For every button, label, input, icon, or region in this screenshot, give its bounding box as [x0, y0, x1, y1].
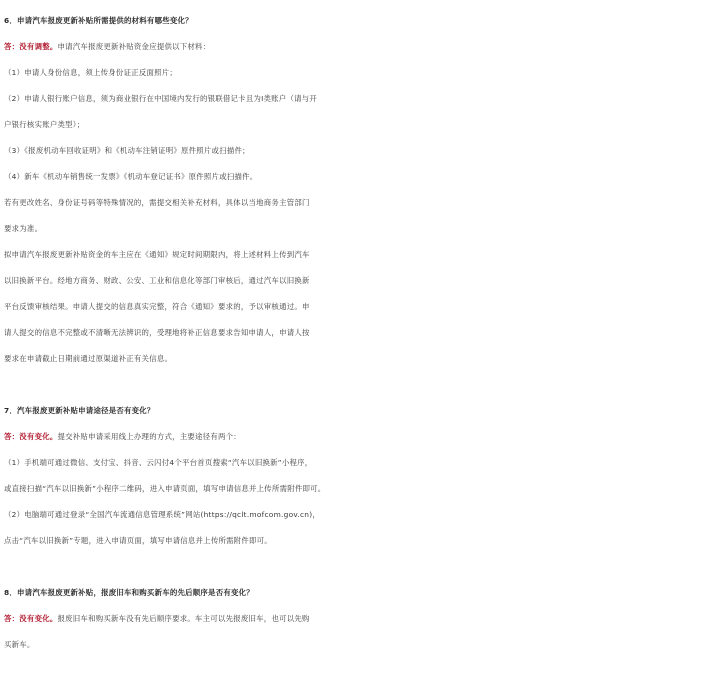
answer-8-line-1 — [4, 606, 706, 632]
answer-7-line-1 — [4, 424, 706, 450]
answer-7-label: 答：没有变化。 — [4, 432, 58, 441]
answer-6-line: 户银行核实账户类型）； — [4, 120, 85, 129]
faq-section-8 — [4, 580, 706, 658]
answer-6-line-1 — [4, 34, 706, 60]
question-6: 6．申请汽车报废更新补贴所需提供的材料有哪些变化？ — [4, 16, 193, 25]
answer-8-line: 买新车。 — [4, 640, 35, 649]
answer-6-line: 平台反馈审核结果。申请人提交的信息真实完整，符合《通知》要求的，予以审核通过。申 — [4, 302, 310, 311]
answer-8-label: 答：没有变化。 — [4, 614, 58, 623]
answer-7-line: 或直接扫描“汽车以旧换新”小程序二维码，进入申请页面，填写申请信息并上传所需附件即可。 — [4, 484, 326, 493]
faq-section-6 — [4, 8, 706, 372]
answer-6-line: 拟申请汽车报废更新补贴资金的车主应在《通知》规定时间期限内，将上述材料上传到汽车 — [4, 250, 310, 259]
section-gap — [4, 372, 706, 398]
answer-6-line: （4）新车《机动车销售统一发票》《机动车登记证书》原件照片或扫描件。 — [4, 172, 258, 181]
answer-7-line: （1）手机端可通过微信、支付宝、抖音、云闪付4个平台首页搜索“汽车以旧换新”小程序， — [4, 458, 313, 467]
question-8: 8．申请汽车报废更新补贴，报废旧车和购买新车的先后顺序是否有变化？ — [4, 588, 254, 597]
answer-6-label: 答：没有调整。 — [4, 42, 58, 51]
answer-6-line: 以旧换新平台。经地方商务、财政、公安、工业和信息化等部门审核后，通过汽车以旧换新 — [4, 276, 310, 285]
answer-8-text: 报废旧车和购买新车没有先后顺序要求。车主可以先报废旧车，也可以先购 — [57, 614, 310, 623]
faq-section-7 — [4, 398, 706, 554]
answer-6-line: 若有更改姓名、身份证号码等特殊情况的，需提交相关补充材料，具体以当地商务主管部门 — [4, 198, 310, 207]
answer-7-line: （2）电脑端可通过登录“全国汽车流通信息管理系统”网站(https://qclt.mofcom.gov.cn)， — [4, 510, 321, 519]
answer-6-line: （2）申请人银行账户信息，须为商业银行在中国境内发行的银联借记卡且为I类账户（请与开 — [4, 94, 318, 103]
answer-7-line: 点击“汽车以旧换新”专题，进入申请页面，填写申请信息并上传所需附件即可。 — [4, 536, 272, 545]
answer-6-text: 申请汽车报废更新补贴资金应提供以下材料： — [57, 42, 211, 51]
answer-6-line: 请人提交的信息不完整或不清晰无法辨识的，受理地将补正信息要求告知申请人，申请人按 — [4, 328, 310, 337]
question-7: 7．汽车报废更新补贴申请途径是否有变化？ — [4, 406, 155, 415]
answer-6-line: （3）《报废机动车回收证明》和《机动车注销证明》原件照片或扫描件； — [4, 146, 250, 155]
section-gap — [4, 554, 706, 580]
answer-6-line: 要求在申请截止日期前通过原渠道补正有关信息。 — [4, 354, 173, 363]
answer-6-line: （1）申请人身份信息，须上传身份证正反面照片； — [4, 68, 178, 77]
answer-6-line: 要求为准。 — [4, 224, 43, 233]
answer-7-text: 提交补贴申请采用线上办理的方式，主要途径有两个： — [57, 432, 241, 441]
